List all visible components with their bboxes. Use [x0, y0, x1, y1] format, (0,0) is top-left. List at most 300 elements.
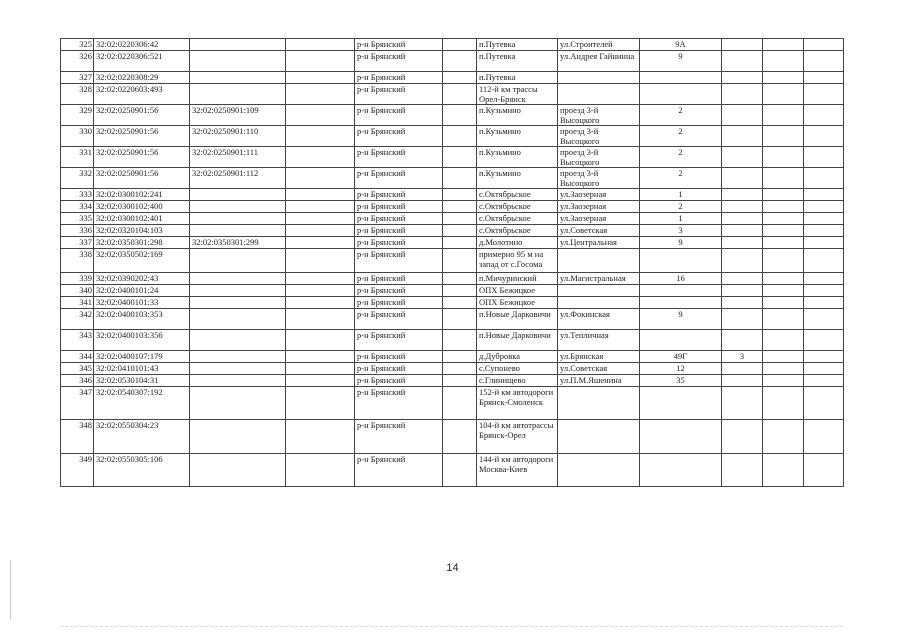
cell-building — [722, 387, 763, 420]
cell-col-4 — [286, 147, 355, 168]
cell-col-12 — [804, 168, 844, 189]
cell-col-12 — [804, 309, 844, 330]
cell-cadastral-number-2 — [190, 213, 286, 225]
table-row — [61, 189, 844, 201]
cell-cadastral-number: 32:02:0400103:353 — [94, 309, 190, 330]
cell-col-6 — [443, 273, 477, 285]
cell-cadastral-number: 32:02:0530104:31 — [94, 375, 190, 387]
cell-col-12 — [804, 72, 844, 84]
cell-cadastral-number-2 — [190, 351, 286, 363]
cell-house-number — [640, 72, 722, 84]
cell-street — [558, 420, 640, 454]
cell-street — [558, 387, 640, 420]
cell-col-11 — [763, 201, 804, 213]
cell-district: р-н Брянский — [355, 387, 443, 420]
cell-col-4 — [286, 72, 355, 84]
cell-street: ул.Тепличная — [558, 330, 640, 351]
cell-locality: с.Октябрьское — [477, 189, 558, 201]
cell-col-4 — [286, 249, 355, 273]
table-row — [61, 285, 844, 297]
cell-cadastral-number: 32:02:0400101:24 — [94, 285, 190, 297]
cell-col-11 — [763, 39, 804, 51]
table-row — [61, 201, 844, 213]
cell-col-4 — [286, 387, 355, 420]
cell-row-number: 339 — [61, 273, 94, 285]
cell-cadastral-number: 32:02:0540307:192 — [94, 387, 190, 420]
cell-cadastral-number-2 — [190, 297, 286, 309]
cell-row-number: 341 — [61, 297, 94, 309]
table-row — [61, 330, 844, 351]
cell-district: р-н Брянский — [355, 225, 443, 237]
cell-col-12 — [804, 201, 844, 213]
cell-col-11 — [763, 168, 804, 189]
cell-street: ул.Центральная — [558, 237, 640, 249]
cell-col-11 — [763, 189, 804, 201]
cell-col-4 — [286, 51, 355, 72]
cell-row-number: 342 — [61, 309, 94, 330]
cell-locality: ОПХ Бежицкое — [477, 297, 558, 309]
cell-building: 3 — [722, 351, 763, 363]
cell-building — [722, 309, 763, 330]
cell-building — [722, 363, 763, 375]
cell-col-12 — [804, 84, 844, 105]
cell-col-6 — [443, 168, 477, 189]
cell-col-6 — [443, 351, 477, 363]
cell-cadastral-number-2: 32:02:0250901:109 — [190, 105, 286, 126]
cell-cadastral-number: 32:02:0300102:241 — [94, 189, 190, 201]
cell-col-12 — [804, 39, 844, 51]
cell-col-11 — [763, 105, 804, 126]
cell-col-6 — [443, 297, 477, 309]
cell-locality: с.Октябрьское — [477, 213, 558, 225]
scan-edge-mark — [10, 560, 11, 620]
cell-district: р-н Брянский — [355, 237, 443, 249]
cell-row-number: 349 — [61, 454, 94, 487]
cell-cadastral-number: 32:02:0250901:56 — [94, 147, 190, 168]
cell-col-6 — [443, 105, 477, 126]
cell-building — [722, 237, 763, 249]
cell-col-4 — [286, 330, 355, 351]
cell-cadastral-number: 32:02:0550304:23 — [94, 420, 190, 454]
cell-street: ул.Брянская — [558, 351, 640, 363]
cell-building — [722, 297, 763, 309]
cell-locality: п.Путевка — [477, 72, 558, 84]
cell-building — [722, 105, 763, 126]
cell-street: ул.Строителей — [558, 39, 640, 51]
cell-col-12 — [804, 375, 844, 387]
cell-building — [722, 126, 763, 147]
cell-col-6 — [443, 147, 477, 168]
cell-cadastral-number-2 — [190, 189, 286, 201]
cell-locality: ОПХ Бежицкое — [477, 285, 558, 297]
table-row — [61, 351, 844, 363]
page-number: 14 — [446, 562, 459, 574]
cell-cadastral-number: 32:02:0400103:356 — [94, 330, 190, 351]
cell-locality: с.Глинищево — [477, 375, 558, 387]
cell-row-number: 327 — [61, 72, 94, 84]
cell-cadastral-number: 32:02:0220306:521 — [94, 51, 190, 72]
cell-col-4 — [286, 237, 355, 249]
table-row — [61, 375, 844, 387]
cell-locality: п.Кузьмино — [477, 126, 558, 147]
cell-district: р-н Брянский — [355, 105, 443, 126]
cell-col-11 — [763, 126, 804, 147]
cell-district: р-н Брянский — [355, 201, 443, 213]
cell-cadastral-number: 32:02:0350301:298 — [94, 237, 190, 249]
cell-cadastral-number: 32:02:0550305:106 — [94, 454, 190, 487]
cell-cadastral-number-2 — [190, 309, 286, 330]
cell-cadastral-number: 32:02:0400101:33 — [94, 297, 190, 309]
cell-col-4 — [286, 420, 355, 454]
cell-house-number: 16 — [640, 273, 722, 285]
cell-street: ул.Андрея Гайнинна — [558, 51, 640, 72]
cell-cadastral-number: 32:02:0220306:42 — [94, 39, 190, 51]
cell-col-6 — [443, 375, 477, 387]
cell-col-4 — [286, 375, 355, 387]
cell-row-number: 336 — [61, 225, 94, 237]
cell-col-4 — [286, 168, 355, 189]
table-row — [61, 420, 844, 454]
cell-building — [722, 72, 763, 84]
cell-house-number — [640, 330, 722, 351]
cell-locality: 152-й км автодороги Брянск-Смоленск — [477, 387, 558, 420]
cell-locality: п.Путевка — [477, 51, 558, 72]
cell-col-11 — [763, 297, 804, 309]
cell-col-12 — [804, 249, 844, 273]
cell-row-number: 343 — [61, 330, 94, 351]
cell-cadastral-number: 32:02:0350502:169 — [94, 249, 190, 273]
cell-col-6 — [443, 237, 477, 249]
cell-locality: п.Кузьмино — [477, 168, 558, 189]
cell-col-6 — [443, 309, 477, 330]
cell-building — [722, 249, 763, 273]
cell-row-number: 328 — [61, 84, 94, 105]
cell-house-number: 2 — [640, 168, 722, 189]
cell-street: проезд 3-й Высоцкого — [558, 126, 640, 147]
cell-house-number: 1 — [640, 189, 722, 201]
cell-building — [722, 39, 763, 51]
cell-col-11 — [763, 249, 804, 273]
cell-col-11 — [763, 273, 804, 285]
cell-col-11 — [763, 375, 804, 387]
cell-cadastral-number: 32:02:0390202:43 — [94, 273, 190, 285]
cell-col-4 — [286, 201, 355, 213]
cell-locality: п.Кузьмино — [477, 147, 558, 168]
cell-col-12 — [804, 213, 844, 225]
table-row — [61, 225, 844, 237]
cell-house-number: 9 — [640, 237, 722, 249]
cell-house-number: 35 — [640, 375, 722, 387]
cell-cadastral-number-2 — [190, 201, 286, 213]
cell-col-4 — [286, 351, 355, 363]
cell-col-6 — [443, 201, 477, 213]
bottom-dashed-line — [60, 626, 843, 627]
cell-cadastral-number-2 — [190, 225, 286, 237]
cell-cadastral-number-2: 32:02:0250901:111 — [190, 147, 286, 168]
cell-col-12 — [804, 351, 844, 363]
cell-building — [722, 273, 763, 285]
table-row — [61, 147, 844, 168]
cell-row-number: 344 — [61, 351, 94, 363]
cell-cadastral-number: 32:02:0250901:56 — [94, 168, 190, 189]
cell-cadastral-number-2: 32:02:0350301:299 — [190, 237, 286, 249]
cell-building — [722, 189, 763, 201]
addresses-table — [60, 38, 844, 487]
cell-locality: п.Новые Дарковичи — [477, 330, 558, 351]
cell-cadastral-number: 32:02:0320104:103 — [94, 225, 190, 237]
cell-house-number: 2 — [640, 201, 722, 213]
cell-col-12 — [804, 105, 844, 126]
cell-col-6 — [443, 51, 477, 72]
cell-col-6 — [443, 213, 477, 225]
cell-col-12 — [804, 51, 844, 72]
cell-house-number: 2 — [640, 147, 722, 168]
table-row — [61, 105, 844, 126]
cell-col-11 — [763, 147, 804, 168]
table-row — [61, 454, 844, 487]
cell-district: р-н Брянский — [355, 351, 443, 363]
cell-row-number: 337 — [61, 237, 94, 249]
cell-row-number: 329 — [61, 105, 94, 126]
cell-building — [722, 420, 763, 454]
cell-locality: д.Дубровка — [477, 351, 558, 363]
cell-street — [558, 249, 640, 273]
cell-col-11 — [763, 454, 804, 487]
cell-house-number: 9 — [640, 309, 722, 330]
cell-house-number: 2 — [640, 105, 722, 126]
cell-locality: 104-й км автотрассы Брянск-Орел — [477, 420, 558, 454]
cell-street — [558, 84, 640, 105]
cell-row-number: 330 — [61, 126, 94, 147]
cell-cadastral-number-2 — [190, 454, 286, 487]
cell-col-6 — [443, 330, 477, 351]
cell-row-number: 332 — [61, 168, 94, 189]
cell-col-4 — [286, 126, 355, 147]
cell-district: р-н Брянский — [355, 454, 443, 487]
cell-col-11 — [763, 51, 804, 72]
table-row — [61, 249, 844, 273]
cell-cadastral-number-2 — [190, 39, 286, 51]
cell-district: р-н Брянский — [355, 273, 443, 285]
cell-col-11 — [763, 225, 804, 237]
cell-cadastral-number-2: 32:02:0250901:110 — [190, 126, 286, 147]
cell-col-11 — [763, 387, 804, 420]
cell-col-4 — [286, 309, 355, 330]
cell-house-number: 1 — [640, 213, 722, 225]
cell-row-number: 326 — [61, 51, 94, 72]
cell-col-12 — [804, 225, 844, 237]
cell-col-11 — [763, 309, 804, 330]
cell-street: проезд 3-й Высоцкого — [558, 147, 640, 168]
table-row — [61, 309, 844, 330]
cell-col-12 — [804, 363, 844, 375]
cell-row-number: 331 — [61, 147, 94, 168]
cell-col-6 — [443, 363, 477, 375]
cell-row-number: 338 — [61, 249, 94, 273]
table-row — [61, 39, 844, 51]
cell-cadastral-number: 32:02:0410101:43 — [94, 363, 190, 375]
table-row — [61, 168, 844, 189]
table-row — [61, 72, 844, 84]
cell-col-6 — [443, 249, 477, 273]
cell-row-number: 347 — [61, 387, 94, 420]
cell-col-4 — [286, 225, 355, 237]
cell-col-11 — [763, 420, 804, 454]
cell-col-4 — [286, 39, 355, 51]
cell-col-11 — [763, 351, 804, 363]
cell-district: р-н Брянский — [355, 84, 443, 105]
cell-locality: п.Кузьмино — [477, 105, 558, 126]
cell-building — [722, 454, 763, 487]
cell-building — [722, 84, 763, 105]
cell-col-6 — [443, 84, 477, 105]
cell-house-number — [640, 249, 722, 273]
cell-street: ул.Фокинская — [558, 309, 640, 330]
table-row — [61, 84, 844, 105]
cell-house-number — [640, 297, 722, 309]
table-row — [61, 387, 844, 420]
cell-cadastral-number-2 — [190, 84, 286, 105]
cell-cadastral-number-2 — [190, 72, 286, 84]
table-row — [61, 297, 844, 309]
cell-col-12 — [804, 126, 844, 147]
cell-house-number — [640, 454, 722, 487]
cell-district: р-н Брянский — [355, 249, 443, 273]
cell-building — [722, 213, 763, 225]
cell-row-number: 345 — [61, 363, 94, 375]
cell-col-12 — [804, 297, 844, 309]
cell-col-12 — [804, 237, 844, 249]
cell-building — [722, 147, 763, 168]
cell-house-number: 9А — [640, 39, 722, 51]
cell-col-6 — [443, 454, 477, 487]
cell-col-11 — [763, 363, 804, 375]
cell-district: р-н Брянский — [355, 168, 443, 189]
cell-street: проезд 3-й Высоцкого — [558, 105, 640, 126]
table-row — [61, 213, 844, 225]
cell-street: ул.Советская — [558, 225, 640, 237]
cell-col-11 — [763, 285, 804, 297]
cell-locality: д.Молотино — [477, 237, 558, 249]
cell-cadastral-number-2 — [190, 387, 286, 420]
cell-row-number: 348 — [61, 420, 94, 454]
cell-col-4 — [286, 189, 355, 201]
cell-locality: п.Новые Дарковичи — [477, 309, 558, 330]
cell-district: р-н Брянский — [355, 363, 443, 375]
cell-house-number: 3 — [640, 225, 722, 237]
cell-col-12 — [804, 189, 844, 201]
cell-building — [722, 168, 763, 189]
cell-house-number — [640, 387, 722, 420]
cell-district: р-н Брянский — [355, 189, 443, 201]
cell-locality: с.Октябрьское — [477, 225, 558, 237]
cell-col-12 — [804, 147, 844, 168]
cell-col-11 — [763, 72, 804, 84]
cell-cadastral-number: 32:02:0250901:56 — [94, 105, 190, 126]
cell-district: р-н Брянский — [355, 213, 443, 225]
cell-street — [558, 297, 640, 309]
cell-street: ул.Заозерная — [558, 189, 640, 201]
cell-district: р-н Брянский — [355, 39, 443, 51]
cell-street: ул.Советская — [558, 363, 640, 375]
cell-cadastral-number-2 — [190, 363, 286, 375]
cell-cadastral-number-2 — [190, 375, 286, 387]
cell-cadastral-number-2 — [190, 51, 286, 72]
cell-cadastral-number: 32:02:0300102:400 — [94, 201, 190, 213]
cell-street — [558, 454, 640, 487]
cell-district: р-н Брянский — [355, 72, 443, 84]
cell-district: р-н Брянский — [355, 285, 443, 297]
cell-col-12 — [804, 420, 844, 454]
cell-building — [722, 375, 763, 387]
cell-cadastral-number-2: 32:02:0250901:112 — [190, 168, 286, 189]
cell-locality: п.Путевка — [477, 39, 558, 51]
cell-street — [558, 72, 640, 84]
cell-cadastral-number: 32:02:0300102:401 — [94, 213, 190, 225]
cell-house-number: 2 — [640, 126, 722, 147]
cell-building — [722, 330, 763, 351]
cell-locality: 112-й км трассы Орел-Брянск — [477, 84, 558, 105]
cell-locality: с.Октябрьское — [477, 201, 558, 213]
cell-cadastral-number-2 — [190, 420, 286, 454]
cell-col-6 — [443, 225, 477, 237]
table-row — [61, 363, 844, 375]
cell-district: р-н Брянский — [355, 126, 443, 147]
cell-district: р-н Брянский — [355, 51, 443, 72]
table-row — [61, 237, 844, 249]
cell-col-12 — [804, 330, 844, 351]
cell-col-6 — [443, 387, 477, 420]
cell-row-number: 334 — [61, 201, 94, 213]
cell-district: р-н Брянский — [355, 330, 443, 351]
cell-col-4 — [286, 213, 355, 225]
cell-house-number — [640, 285, 722, 297]
cell-building — [722, 201, 763, 213]
cell-district: р-н Брянский — [355, 297, 443, 309]
cell-col-6 — [443, 189, 477, 201]
cell-house-number: 49Г — [640, 351, 722, 363]
cell-house-number: 12 — [640, 363, 722, 375]
cell-col-6 — [443, 420, 477, 454]
cell-street: ул.Магистральная — [558, 273, 640, 285]
cell-col-4 — [286, 363, 355, 375]
cell-cadastral-number: 32:02:0400107:179 — [94, 351, 190, 363]
cell-street: ул.Заозерная — [558, 213, 640, 225]
cell-house-number — [640, 420, 722, 454]
cell-district: р-н Брянский — [355, 375, 443, 387]
table-row — [61, 126, 844, 147]
cell-col-12 — [804, 273, 844, 285]
cell-district: р-н Брянский — [355, 309, 443, 330]
cell-cadastral-number-2 — [190, 273, 286, 285]
cell-col-6 — [443, 72, 477, 84]
cell-col-6 — [443, 285, 477, 297]
cell-row-number: 333 — [61, 189, 94, 201]
cell-col-4 — [286, 105, 355, 126]
cell-building — [722, 225, 763, 237]
cell-building — [722, 51, 763, 72]
cell-col-4 — [286, 285, 355, 297]
cell-locality: п.Мичуринский — [477, 273, 558, 285]
cell-cadastral-number-2 — [190, 249, 286, 273]
cell-row-number: 325 — [61, 39, 94, 51]
cell-district: р-н Брянский — [355, 420, 443, 454]
cell-row-number: 346 — [61, 375, 94, 387]
table-row — [61, 51, 844, 72]
cell-col-11 — [763, 237, 804, 249]
cell-col-4 — [286, 84, 355, 105]
cell-cadastral-number: 32:02:0220308:29 — [94, 72, 190, 84]
